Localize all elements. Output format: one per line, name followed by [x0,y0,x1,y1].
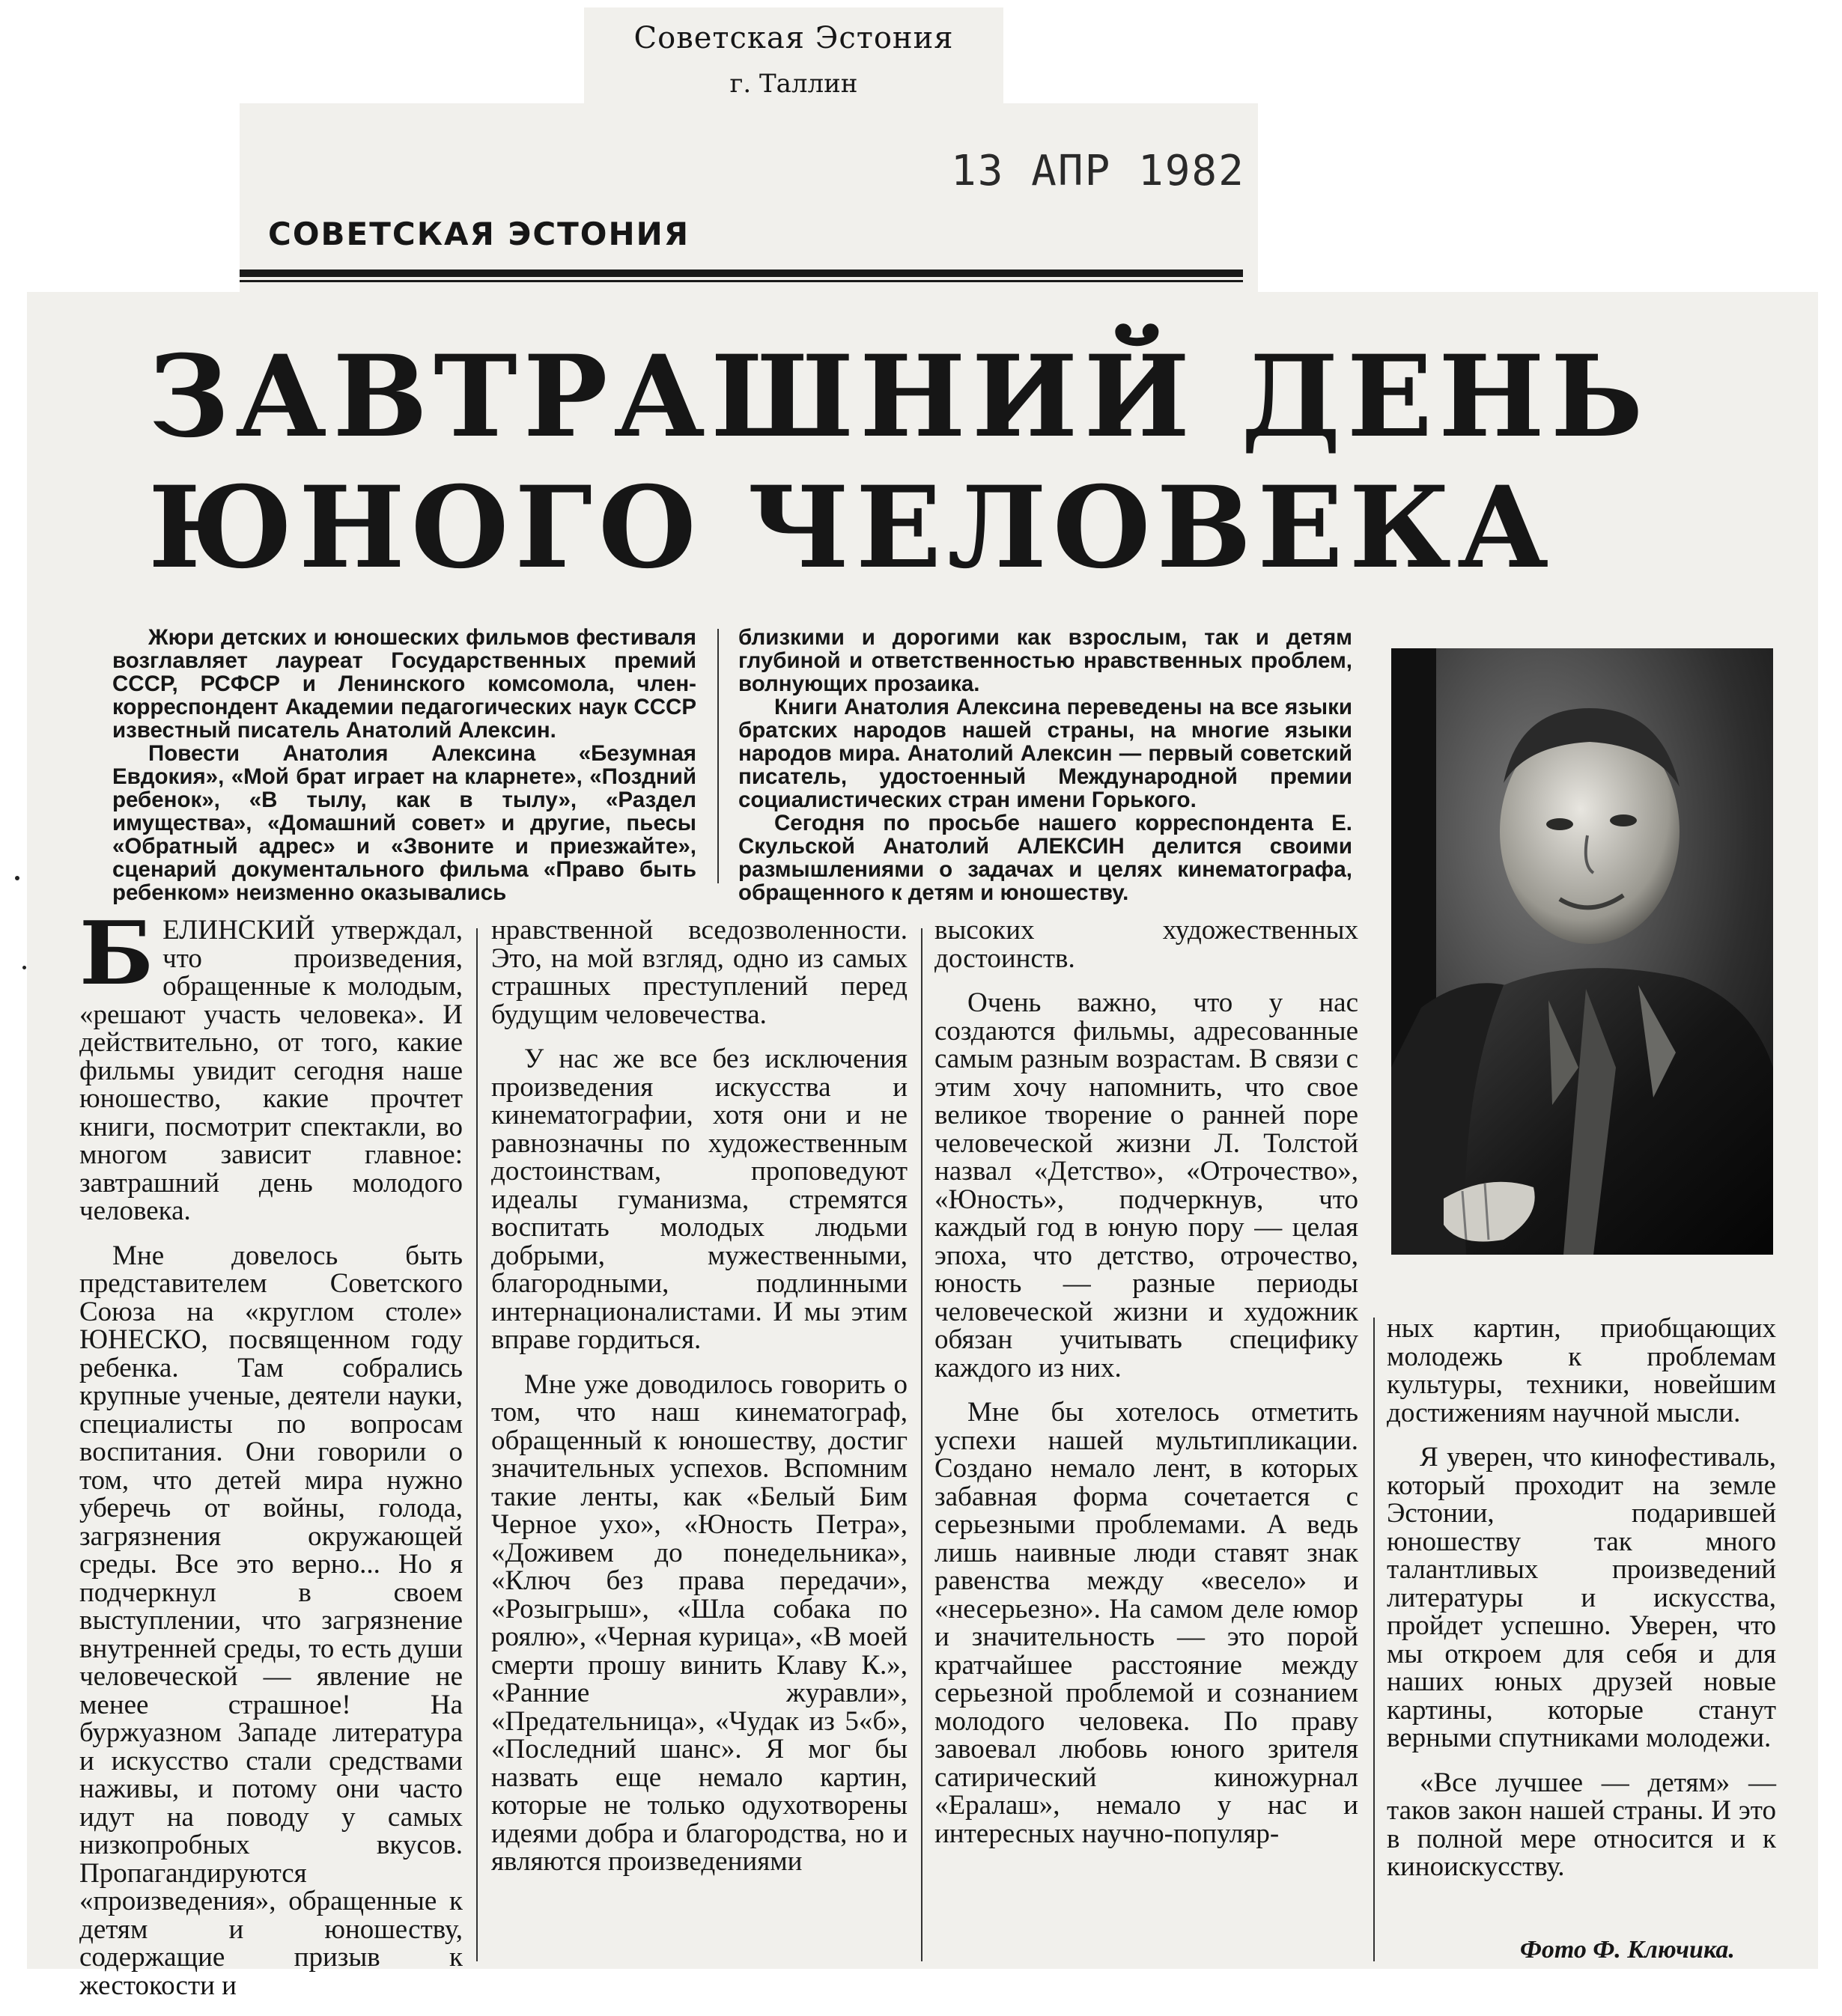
article-paragraph: Мне уже доводилось говорить о том, что наш кинематограф, обращенный к юношеству, достиг значительных успехов. Вспомним такие ленты, как «Белый Бим Черное ухо», «Юность Петра», «Доживем до понедельника», «Ключ без права передачи», «Розыгрыш», «Шла собака по роялю», «Черная курица», «В моей смерти прошу винить Клаву К.», «Ранние журавли», «Предательница», «Чудак из 5«б», «Последний шанс». Я мог бы назвать еще немало картин, которые не только одухотворены идеями добра и благородства, но и являются произведениями [491,1368,908,1877]
headline-line-2: ЮНОГО ЧЕЛОВЕКА [148,462,1555,594]
headline-line-1: ЗАВТРАШНИЙ ДЕНЬ [148,331,1650,463]
column-rule [1373,1318,1375,1961]
article-column-3 [934,916,1358,1864]
photo-credit: Фото Ф. Ключика. [1520,1936,1735,1964]
clipping-upper-paper [240,103,1258,298]
lead-paragraph: Сегодня по просьбе нашего корреспондента Е. Скульской Анатолий АЛЕКСИН делится своими размышлениями о задачах и целях кинематографа, обращенного к детям и юношеству. [738,811,1352,905]
article-paragraph: высоких художественных достоинств. [934,915,1358,974]
stamp-city: г. Таллин [729,69,858,99]
article-column-2 [491,916,908,1892]
stamp-date: 13 АПР 1982 [951,147,1245,195]
article-paragraph: У нас же все без исключения произведения искусства и кинематографии, хотя они и не равнозначны по художественным достоинствам, проповедуют идеалы гуманизма, стремятся воспитать молодых людьми добрыми, мужественными, благородными, подлинными интернационалистами. И мы этим вправе гордиться. [491,1044,908,1355]
print-speck [15,876,19,880]
article-column-4 [1387,1315,1776,1898]
print-speck [22,966,26,969]
masthead: СОВЕТСКАЯ ЭСТОНИЯ [268,216,690,252]
dropcap: Б [79,903,154,1005]
lead-divider [717,629,719,883]
article-paragraph: Мне бы хотелось отметить успехи нашей мультипликации. Создано немало лент, в которых забавная форма сочетается с серьезными проблемами. А ведь лишь наивные люди ставят знак равенства между «весело» и «несерьезно». На самом деле юмор и значительность — это порой кратчайшее расстояние между серьезной проблемой и сознанием молодого человека. По праву завоевал любовь юного зрителя сатирический киножурнал «Ералаш», немало у нас и интересных научно-популяр- [934,1397,1358,1849]
article-paragraph: Мне довелось быть представителем Советского Союза на «круглом столе» ЮНЕСКО, посвященном году ребенка. Там собрались крупные ученые, деятели науки, специалисты по вопросам воспитания. Они говорили о том, что детей мира нужно уберечь от войны, голода, загрязнения окружающей среды. Все это верно... Но я подчеркнул в своем выступлении, что загрязнение внутренней среды, то есть души человеческой — явление не менее страшное! На буржуазном Западе литература и искусство стали средствами наживы, и потому они часто идут на поводу у самых низкопробных вкусов. Пропагандируются «произведения», обращенные к детям и юношеству, содержащие призыв к жестокости и [79,1240,463,2001]
lead-left [112,626,696,904]
article-paragraph [79,903,463,1226]
column-rule [476,928,478,1961]
article-text: ЕЛИНСКИЙ утверждал, что произведения, обращенные к молодым, «решают участь человека». И действительно, от того, какие фильмы увидит сегодня наше юношество, какие прочтет книги, посмотрит спектакли, во многом зависит главное: завтрашний день молодого человека. [79,915,463,1226]
article-paragraph: Очень важно, что у нас создаются фильмы, адресованные самым разным возрастам. В связи с этим хочу напомнить, что свое великое творение о ранней поре человеческой жизни Л. Толстой назвал «Детство», «Отрочество», «Юность», подчеркнув, что каждый год в юную пору — целая эпоха, что детство, отрочество, юность — разные периоды человеческой жизни и художник обязан учитывать специфику каждого из них. [934,987,1358,1383]
article-paragraph: Я уверен, что кинофестиваль, который проходит на земле Эстонии, подарившей юношеству так много талантливых произведений литературы и искусства, пройдет успешно. Уверен, что мы откроем для себя и для наших юных друзей новые картины, которые станут верными спутниками молодежи. [1387,1442,1776,1753]
stamp-newspaper-name: Советская Эстония [633,21,954,55]
lead-paragraph: Жюри детских и юношеских фильмов фестиваля возглавляет лауреат Государственных премий СССР, РСФСР и Ленинского комсомола, член-корреспондент Академии педагогических наук СССР известный писатель Анатолий Алексин. [112,625,696,743]
article-paragraph: нравственной вседозволенности. Это, на мой взгляд, одно из самых страшных преступлений перед будущим человечества. [491,915,908,1030]
lead-paragraph: Книги Анатолия Алексина переведены на все языки братских народов нашей страны, на многие языки народов мира. Анатолий Алексин — первый советский писатель, удостоенный Международной премии социалистических стран имени Горького. [738,695,1352,812]
article-paragraph: ных картин, приобщающих молодежь к проблемам культуры, техники, новейшим достижениям научной мысли. [1387,1313,1776,1428]
column-rule [921,928,922,1961]
masthead-rule-thin [240,280,1243,282]
masthead-rule [240,269,1243,277]
lead-right [738,626,1352,904]
article-column-1 [79,903,463,2016]
article-paragraph: «Все лучшее — детям» — таков закон нашей страны. И это в полной мере относится и к киноискусству. [1387,1767,1776,1882]
author-photo [1391,648,1773,1255]
lead-paragraph: близкими и дорогими как взрослым, так и детям глубиной и ответственностью нравственных проблем, волнующих прозаика. [738,625,1352,696]
lead-paragraph: Повести Анатолия Алексина «Безумная Евдокия», «Мой брат играет на кларнете», «Поздний ребенок», «В тылу, как в тылу», «Раздел имущества», «Домашний совет» и другие, пьесы «Обратный адрес» и «Звоните и приезжайте», сценарий документального фильма «Право быть ребенком» неизменно оказывались [112,741,696,905]
